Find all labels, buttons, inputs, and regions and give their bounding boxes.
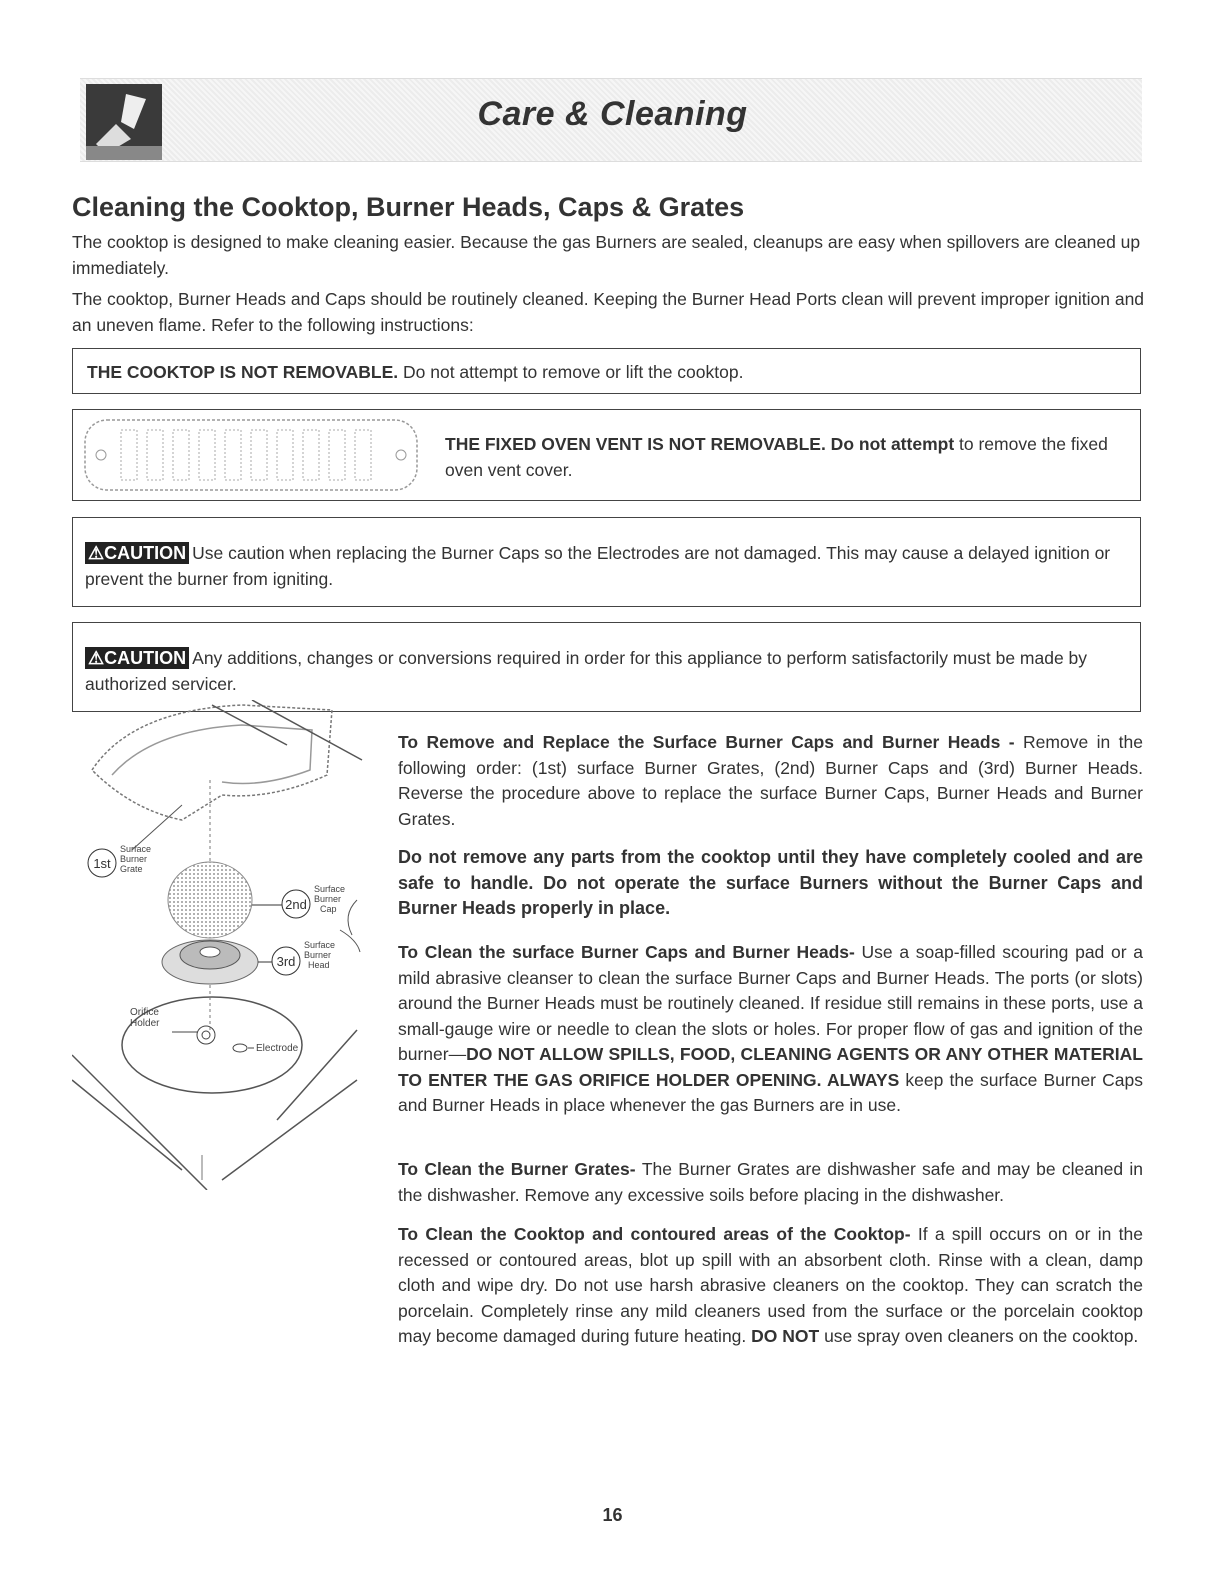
do-not-warning: DO NOT bbox=[751, 1326, 820, 1346]
notice-bold-text: THE COOKTOP IS NOT REMOVABLE. bbox=[87, 362, 399, 382]
svg-text:Holder: Holder bbox=[130, 1018, 160, 1029]
clean-cooktop-heading: To Clean the Cooktop and contoured areas of the Cooktop- bbox=[398, 1224, 918, 1244]
svg-text:Cap: Cap bbox=[320, 904, 337, 914]
oven-vent-notice bbox=[72, 409, 1141, 501]
intro-paragraph-2: The cooktop, Burner Heads and Caps should be routinely cleaned. Keeping the Burner Head Ports clean will prevent improper ignition and an uneven flame. Refer to the following instructions: bbox=[72, 289, 1145, 335]
oven-vent-text: to remove the fixed oven vent cover. bbox=[445, 434, 1108, 480]
caution-badge bbox=[85, 647, 189, 669]
page-header-title: Care & Cleaning bbox=[477, 95, 748, 133]
cooktop-surface-illustration bbox=[72, 997, 357, 1190]
cap-label: Surface bbox=[314, 884, 346, 894]
grate-label: Surface bbox=[120, 844, 152, 854]
section-title: Cleaning the Cooktop, Burner Heads, Caps & Grates bbox=[72, 192, 745, 222]
caution-text: Any additions, changes or conversions required in order for this appliance to perform satisfactorily must be made by authorized servicer. bbox=[85, 648, 1088, 694]
svg-text:Grate: Grate bbox=[120, 864, 143, 874]
caution-label: CAUTION bbox=[104, 543, 187, 563]
notice-text: Do not attempt to remove or lift the cooktop. bbox=[398, 362, 744, 382]
cooktop-not-removable-notice bbox=[72, 348, 1141, 394]
clean-caps-heading: To Clean the surface Burner Caps and Burner Heads- bbox=[398, 942, 862, 962]
caution-text: Use caution when replacing the Burner Caps so the Electrodes are not damaged. This may cause a delayed ignition or prevent the burner from igniting. bbox=[85, 543, 1111, 589]
burner-exploded-diagram bbox=[72, 700, 372, 1190]
grate-step-number: 1st bbox=[93, 856, 111, 871]
svg-text:Burner: Burner bbox=[314, 894, 342, 904]
clean-caps-text: Use a soap-filled scouring pad or a mild abrasive cleanser to clean the surface Burner Caps and Burner Heads. The ports (or slots) around the Burner Heads must be routinely cleaned. If residue still remains in these ports, use a small-gauge wire or needle to clean the slots or holes. For proper flow of gas and ignition of the burner— bbox=[398, 942, 1143, 1064]
remove-replace-instructions bbox=[398, 730, 1143, 832]
clean-caps-warning: DO NOT ALLOW SPILLS, FOOD, CLEANING AGENTS OR ANY OTHER MATERIAL TO ENTER THE GAS ORIFICE HOLDER OPENING. ALWAYS bbox=[398, 1044, 1143, 1090]
oven-vent-illustration bbox=[81, 416, 421, 494]
clean-grates-text: The Burner Grates are dishwasher safe and may be cleaned in the dishwasher. Remove any excessive soils before placing in the dishwasher. bbox=[398, 1159, 1143, 1205]
caution-label: CAUTION bbox=[104, 648, 187, 668]
orifice-label: Orifice bbox=[130, 1007, 159, 1018]
clean-grates-instructions bbox=[398, 1157, 1143, 1208]
head-step-number: 3rd bbox=[276, 954, 296, 969]
burner-grate-illustration bbox=[92, 700, 362, 820]
clean-grates-heading: To Clean the Burner Grates- bbox=[398, 1159, 642, 1179]
intro-paragraph-1: The cooktop is designed to make cleaning easier. Because the gas Burners are sealed, cleanups are easy when spillovers are cleaned up immediately. bbox=[72, 232, 1141, 278]
caution-badge bbox=[85, 542, 189, 564]
warning-triangle-icon: ⚠ bbox=[88, 543, 105, 563]
cap-step-number: 2nd bbox=[285, 897, 307, 912]
remove-replace-heading: To Remove and Replace the Surface Burner Caps and Burner Heads - bbox=[398, 732, 1024, 752]
page-number: 16 bbox=[602, 1505, 623, 1525]
clean-cooktop-text-2: use spray oven cleaners on the cooktop. bbox=[819, 1326, 1139, 1346]
svg-text:Burner: Burner bbox=[304, 950, 332, 960]
caution-box-servicer bbox=[72, 622, 1141, 712]
cooling-warning: Do not remove any parts from the cooktop until they have completely cooled and are safe to handle. Do not operate the surface Burners without the Burner Caps and Burner Heads properly in place. bbox=[398, 847, 1143, 918]
svg-text:Head: Head bbox=[308, 960, 330, 970]
clean-caps-text-2: keep the surface Burner Caps and Burner Heads in place whenever the gas Burners are in use. bbox=[398, 1069, 1143, 1115]
burner-head-illustration bbox=[162, 940, 258, 984]
clean-cooktop-instructions bbox=[398, 1222, 1143, 1350]
clean-cooktop-text: If a spill occurs on or in the recessed or contoured areas, blot up spill with an absorbent cloth. Rinse with a clean, damp cloth and wipe dry. Do not use harsh abrasive cleaners on the cooktop. They can scratch the porcelain. Completely rinse any mild cleaners used from the surface or the porcelain cooktop may become damaged during future heating. bbox=[398, 1224, 1143, 1346]
svg-text:Burner: Burner bbox=[120, 854, 148, 864]
oven-vent-bold-text: THE FIXED OVEN VENT IS NOT REMOVABLE. Do not attempt bbox=[445, 434, 955, 454]
clean-caps-instructions bbox=[398, 940, 1143, 1119]
head-label: Surface bbox=[304, 940, 336, 950]
caution-box-electrodes bbox=[72, 517, 1141, 607]
burner-cap-illustration bbox=[168, 862, 252, 938]
remove-replace-text: Remove in the following order: (1st) surface Burner Grates, (2nd) Burner Caps and (3rd) Burner Heads. Reverse the procedure above to replace the surface Burner Caps, Burner Heads and Burner Grates. bbox=[398, 732, 1143, 829]
warning-triangle-icon: ⚠ bbox=[88, 648, 105, 668]
electrode-label: Electrode bbox=[256, 1043, 299, 1054]
